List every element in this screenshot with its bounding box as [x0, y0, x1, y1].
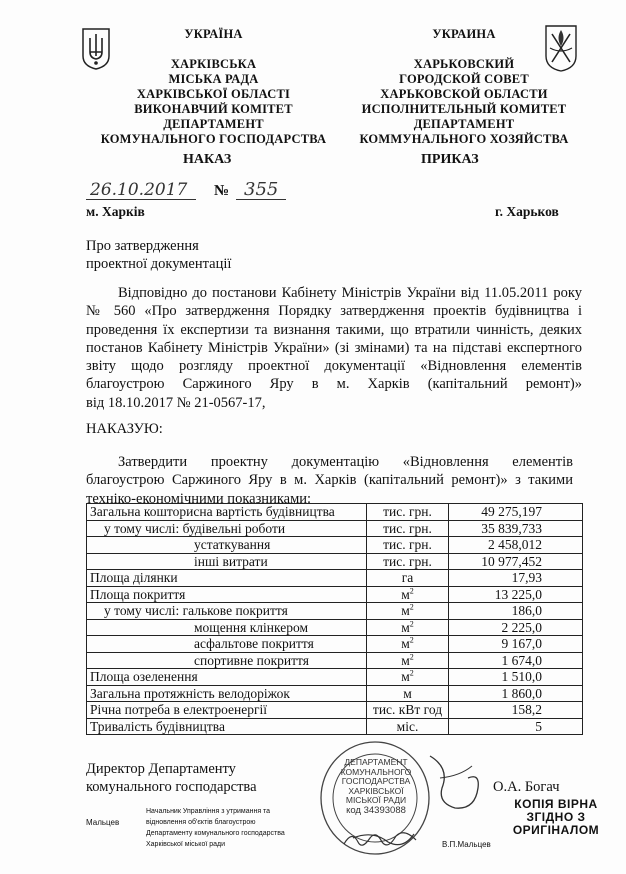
indicator-name [87, 520, 367, 537]
indicator-name [87, 537, 367, 554]
decree-line: Затвердити проектну документацію «Відновлення елементів [118, 454, 573, 470]
table-row [87, 636, 583, 653]
indicator-unit-text: м [403, 685, 412, 701]
table-row [87, 685, 583, 702]
indicator-unit [367, 702, 449, 719]
indicator-name-text: мощення клінкером [194, 619, 308, 635]
indicator-unit-text: м [401, 603, 410, 618]
indicator-name [87, 652, 367, 669]
certifier-line: Департаменту комунального господарства [146, 830, 285, 837]
header-ru-line: УКРАИНА [432, 27, 496, 41]
indicator-unit-text: м [401, 586, 410, 602]
indicator-value: 13 225,0 [449, 586, 583, 603]
unit-superscript: 2 [409, 619, 414, 628]
decree-line: техніко-економічними показниками: [86, 490, 312, 507]
copy-line: КОПІЯ ВІРНА [514, 797, 598, 811]
order-date: 26.10.2017 [90, 180, 188, 200]
stamp-line: ДЕПАРТАМЕНТ [344, 757, 408, 767]
certifier-name: В.П.Мальцев [442, 840, 491, 849]
nakaz-title: НАКАЗ [183, 152, 232, 167]
header-ua-line: ХАРКІВСЬКА [170, 57, 257, 71]
header-ru-line: ГОРОДСКОЙ СОВЕТ [399, 72, 529, 86]
date-underline [86, 199, 196, 200]
indicator-unit [367, 537, 449, 554]
indicator-name-text: Площа озеленення [90, 669, 198, 684]
table-row [87, 586, 583, 603]
unit-superscript: 2 [409, 668, 414, 678]
indicator-value: 2 458,012 [449, 537, 583, 554]
indicator-value: 5 [449, 718, 583, 735]
indicator-unit-text: тис. грн. [383, 504, 432, 519]
indicator-unit [367, 669, 449, 686]
indicator-name-text: Річна потреба в електроенергії [90, 702, 268, 717]
indicator-value: 35 839,733 [449, 520, 583, 537]
indicator-name-text: спортивне покриття [194, 652, 309, 668]
indicator-unit [367, 586, 449, 603]
header-ru-line: КОММУНАЛЬНОГО ХОЗЯЙСТВА [359, 132, 569, 146]
copy-line: ОРИГІНАЛОМ [512, 823, 600, 837]
indicator-name [87, 570, 367, 587]
indicator-unit-text: м [401, 619, 410, 635]
city-ru: г. Харьков [495, 204, 559, 219]
indicator-unit-text: міс. [396, 718, 419, 734]
table-row [87, 603, 583, 620]
header-ua-line: МІСЬКА РАДА [168, 72, 259, 86]
preamble-line: проведення їх експертизи та визнання такими, що втратили чинність, деяких [86, 321, 582, 338]
indicator-unit [367, 520, 449, 537]
preamble-line: постанов Кабінету Міністрів України» (зі змінами) та на підставі експертного [86, 339, 582, 356]
header-ua-line: КОМУНАЛЬНОГО ГОСПОДАРСТВА [100, 132, 327, 146]
header-ru-line: ИСПОЛНИТЕЛЬНЫЙ КОМИТЕТ [361, 102, 567, 116]
indicator-unit [367, 603, 449, 620]
subject-line: Про затвердження [86, 238, 199, 254]
preamble-line: від 18.10.2017 № 21-0567-17, [86, 394, 266, 411]
table-row [87, 553, 583, 570]
nakazuyu-heading: НАКАЗУЮ: [86, 421, 163, 437]
certifier-line: відновлення об'єктів благоустрою [146, 819, 256, 826]
indicator-unit [367, 619, 449, 636]
indicator-name-text: Площа ділянки [90, 570, 178, 585]
stamp-line: МІСЬКОЇ РАДИ [345, 795, 407, 805]
header-russian [352, 27, 576, 147]
indicator-value: 1 860,0 [449, 685, 583, 702]
indicator-name-text: інші витрати [194, 553, 268, 569]
table-row [87, 652, 583, 669]
header-ua-line: ВИКОНАВЧИЙ КОМІТЕТ [134, 102, 293, 116]
indicator-value: 158,2 [449, 702, 583, 719]
certifier-position [146, 806, 285, 850]
indicator-value: 1 674,0 [449, 652, 583, 669]
position-line: Директор Департаменту [86, 761, 236, 777]
indicator-unit-text: га [401, 570, 414, 585]
certifier-line: Харківської міської ради [146, 841, 226, 848]
number-sign: № [214, 183, 230, 199]
header-ua-line: ДЕПАРТАМЕНТ [163, 117, 264, 131]
city-ua: м. Харків [86, 204, 145, 219]
copy-certified-stamp [496, 798, 616, 837]
indicator-unit [367, 570, 449, 587]
stamp-line: ГОСПОДАРСТВА [341, 776, 411, 786]
decree-line: благоустрою Саржиного Яру в м. Харків (капітальний ремонт)» з такими [86, 472, 573, 489]
indicator-name-text: Загальна протяжність велодоріжок [90, 685, 290, 701]
indicator-name [87, 553, 367, 570]
signer-name: О.А. Богач [493, 779, 560, 795]
order-number: 355 [244, 179, 279, 200]
indicator-unit-text: тис. грн. [383, 553, 432, 569]
indicator-name [87, 702, 367, 719]
table-row [87, 504, 583, 521]
unit-superscript: 2 [409, 602, 414, 612]
preamble [86, 284, 582, 412]
indicator-value: 9 167,0 [449, 636, 583, 653]
table-row [87, 570, 583, 587]
indicator-value: 10 977,452 [449, 553, 583, 570]
indicator-unit-text: тис. грн. [383, 537, 432, 552]
indicator-name-text: Загальна кошторисна вартість будівництва [90, 504, 335, 519]
indicator-value: 49 275,197 [449, 504, 583, 521]
header-ru-line: ХАРЬКОВСКИЙ [413, 57, 515, 71]
indicator-name [87, 685, 367, 702]
indicator-name [87, 603, 367, 620]
indicator-name [87, 504, 367, 521]
header-ua-line: ХАРКІВСЬКОЇ ОБЛАСТІ [136, 87, 291, 101]
indicator-name-text: Площа покриття [90, 586, 186, 602]
indicator-name [87, 669, 367, 686]
indicator-unit-text: м [401, 636, 410, 651]
indicator-name-text: асфальтове покриття [194, 636, 314, 651]
preamble-line: благоустрою Саржиного Яру в м. Харків (капітальний ремонт)» [86, 376, 582, 393]
indicator-unit [367, 504, 449, 521]
header-ukrainian [96, 27, 331, 147]
copy-line: ЗГІДНО З [526, 810, 586, 824]
header-ru-line: ДЕПАРТАМЕНТ [413, 117, 515, 131]
preamble-line: Відповідно до постанови Кабінету Міністрів України від 11.05.2011 року [118, 285, 582, 301]
indicators-table [86, 503, 583, 735]
order-subject [86, 237, 231, 274]
indicator-value: 186,0 [449, 603, 583, 620]
indicator-name [87, 718, 367, 735]
stamp-line: ХАРКІВСЬКОЇ [348, 785, 404, 796]
indicator-name-text: устаткування [194, 537, 271, 552]
unit-superscript: 2 [409, 586, 414, 595]
table-row [87, 718, 583, 735]
preamble-line: звіту щодо розгляду проектної документації «Відновлення елементів [86, 358, 582, 375]
table-row [87, 520, 583, 537]
unit-superscript: 2 [409, 652, 414, 661]
unit-superscript: 2 [409, 635, 414, 645]
indicator-name-text: у тому числі: будівельні роботи [104, 520, 286, 536]
table-row [87, 702, 583, 719]
position-line: комунального господарства [86, 779, 257, 796]
indicator-value: 17,93 [449, 570, 583, 587]
indicator-unit-text: тис. кВт год [372, 702, 443, 717]
indicator-unit-text: м [401, 669, 410, 684]
preamble-line: № 560 «Про затвердження Порядку затвердження проектів будівництва і [86, 303, 582, 320]
stamp-line: КОМУНАЛЬНОГО [340, 766, 412, 777]
header-ua-line: УКРАЇНА [184, 27, 243, 41]
indicator-unit [367, 636, 449, 653]
subject-line: проектної документації [86, 256, 232, 273]
table-row [87, 619, 583, 636]
signature-position [86, 760, 257, 797]
indicator-unit [367, 553, 449, 570]
indicator-unit [367, 652, 449, 669]
indicator-value: 1 510,0 [449, 669, 583, 686]
indicator-name [87, 619, 367, 636]
certifier-line: Начальник Управління з утримання та [146, 808, 271, 815]
director-signature [420, 748, 490, 818]
decree-text [86, 453, 573, 508]
indicator-name [87, 636, 367, 653]
indicator-unit [367, 685, 449, 702]
indicator-unit-text: м [401, 652, 410, 668]
indicator-name-text: Тривалість будівництва [90, 718, 225, 734]
table-row [87, 537, 583, 554]
indicator-value: 2 225,0 [449, 619, 583, 636]
certifier-signature [340, 826, 420, 852]
header-ru-line: ХАРЬКОВСКОЙ ОБЛАСТИ [380, 87, 548, 101]
indicator-name-text: у тому числі: галькове покриття [104, 603, 288, 618]
prikaz-title: ПРИКАЗ [421, 152, 479, 167]
table-row [87, 669, 583, 686]
stamp-line: код 34393088 [346, 804, 406, 816]
indicator-unit [367, 718, 449, 735]
certifier-surname: Мальцев [86, 818, 120, 827]
indicator-unit-text: тис. грн. [383, 520, 432, 536]
indicator-name [87, 586, 367, 603]
number-underline [236, 199, 286, 200]
